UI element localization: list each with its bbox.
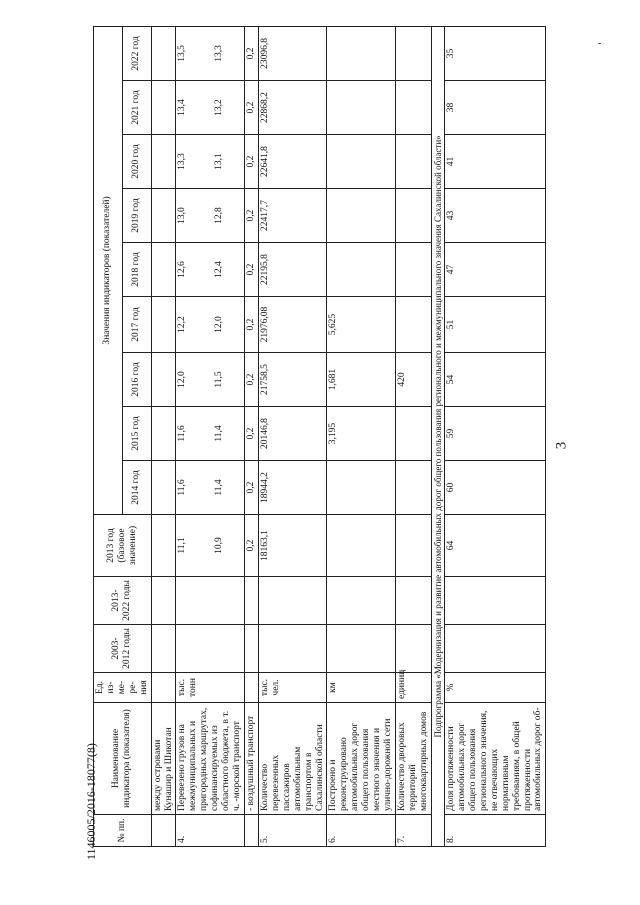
- col-header-period-1: 2003-2012 годы: [94, 625, 152, 673]
- cell-base: 0,2: [244, 515, 258, 577]
- cell-value: [176, 353, 245, 407]
- cell-p1: [176, 625, 245, 673]
- cell-value: [176, 297, 245, 353]
- cell-p2: [151, 577, 176, 625]
- cell-value: 3,195: [327, 407, 396, 461]
- cell-p2: [327, 577, 396, 625]
- cell-p1: [151, 625, 176, 673]
- cell-name: между островами Кунашир и Шикотан: [151, 703, 176, 815]
- table-row: [395, 26, 431, 846]
- cell-no: 5.: [258, 815, 327, 847]
- value-sea: 11,4: [214, 479, 225, 496]
- value-total: 12,6: [177, 261, 188, 278]
- cell-value: 23096,8: [258, 26, 327, 80]
- cell-value: 21758,5: [258, 353, 327, 407]
- cell-value: 22641,8: [258, 135, 327, 189]
- cell-value: [151, 81, 176, 135]
- document-id-text: 1146005/2016-18077(8): [84, 743, 98, 860]
- cell-value: 41: [445, 135, 546, 189]
- cell-value: 0,2: [244, 407, 258, 461]
- col-header-unit: Ед. из-ме-ре-ния: [94, 673, 152, 703]
- value-total: 11,6: [177, 425, 188, 442]
- cell-value: 420: [395, 353, 431, 407]
- cell-name: Доля протяженности автомобильных дорог общего пользования регионального значения, не отвечающих нормативным требованиям, в общей протяженности автомобильных дорог об-: [445, 703, 546, 815]
- cell-base: [395, 515, 431, 577]
- col-header-year: 2015 год: [122, 407, 151, 461]
- cell-value: [327, 26, 396, 80]
- value-total: 11,1: [177, 537, 188, 554]
- value-sea: 13,1: [214, 153, 225, 170]
- table-row: [151, 26, 176, 846]
- indicators-table-container: [93, 27, 551, 847]
- cell-value: [151, 243, 176, 297]
- cell-value: [395, 81, 431, 135]
- cell-value: [395, 243, 431, 297]
- cell-p2: [244, 577, 258, 625]
- subprogram-row: [431, 26, 444, 846]
- value-total: 13,0: [177, 207, 188, 224]
- cell-value: [176, 407, 245, 461]
- col-header-year: 2022 год: [122, 26, 151, 80]
- col-header-year: 2021 год: [122, 81, 151, 135]
- cell-value: [395, 407, 431, 461]
- cell-value: [395, 189, 431, 243]
- value-total: 13,4: [177, 99, 188, 116]
- cell-no: 8.: [445, 815, 546, 847]
- value-sea: 13,3: [214, 45, 225, 62]
- cell-value: [151, 297, 176, 353]
- cell-value: 22195,8: [258, 243, 327, 297]
- cell-value: [395, 135, 431, 189]
- cell-value: [176, 81, 245, 135]
- cell-unit: км: [327, 673, 396, 703]
- cell-value: [151, 189, 176, 243]
- cell-p1: [244, 625, 258, 673]
- cell-p1: [445, 625, 546, 673]
- cell-value: 1,681: [327, 353, 396, 407]
- cell-value: [327, 189, 396, 243]
- cell-base: 18163,1: [258, 515, 327, 577]
- cell-value: [151, 407, 176, 461]
- cell-unit: [244, 673, 258, 703]
- cell-value: [151, 353, 176, 407]
- cell-no: [244, 815, 258, 847]
- table-row: [244, 26, 258, 846]
- page-number: 3: [553, 441, 570, 450]
- value-sea: 11,5: [214, 371, 225, 388]
- cell-unit: тыс. тонн: [176, 673, 245, 703]
- col-header-period-2: 2013-2022 годы: [94, 577, 152, 625]
- value-sea: 12,8: [214, 207, 225, 224]
- cell-no: [151, 815, 176, 847]
- cell-value: 59: [445, 407, 546, 461]
- cell-value: [395, 26, 431, 80]
- value-sea: 12,0: [214, 316, 225, 333]
- value-sea: 13,2: [214, 99, 225, 116]
- cell-unit: тыс. чел.: [258, 673, 327, 703]
- cell-no: 7.: [395, 815, 431, 847]
- cell-value: [151, 461, 176, 515]
- value-sea: 11,4: [214, 425, 225, 442]
- cell-unit: единиц: [395, 673, 431, 703]
- cell-value: 0,2: [244, 297, 258, 353]
- value-sea: 12,4: [214, 261, 225, 278]
- cell-value: [151, 135, 176, 189]
- cell-value: 0,2: [244, 461, 258, 515]
- cell-value: [327, 81, 396, 135]
- cell-base: [327, 515, 396, 577]
- cell-value: [327, 243, 396, 297]
- cell-value: [176, 189, 245, 243]
- cell-name: - воздушный транспорт: [244, 703, 258, 815]
- col-header-year: 2014 год: [122, 461, 151, 515]
- cell-value: 0,2: [244, 243, 258, 297]
- value-total: 12,2: [177, 316, 188, 333]
- cell-value: 43: [445, 189, 546, 243]
- value-total: 13,5: [177, 45, 188, 62]
- col-header-base: 2013 год (базовое значение): [94, 515, 152, 577]
- cell-value: 60: [445, 461, 546, 515]
- indicators-table: [93, 26, 546, 847]
- cell-value: [176, 26, 245, 80]
- cell-value: [176, 243, 245, 297]
- col-header-no: № пп.: [94, 815, 152, 847]
- cell-value: 22417,7: [258, 189, 327, 243]
- table-row: [258, 26, 327, 846]
- cell-value: [151, 26, 176, 80]
- subprogram-title: Подпрограмма «Модернизация и развитие автомобильных дорог общего пользования регионального и межмуниципального значения Сахалинской области»: [431, 26, 444, 846]
- cell-name: Построено и реконструировано автомобильных дорог общего пользования местного значения и улично-дорожной сети: [327, 703, 396, 815]
- table-row: [327, 26, 396, 846]
- cell-value: 18944,2: [258, 461, 327, 515]
- cell-value: 54: [445, 353, 546, 407]
- cell-value: 21976,08: [258, 297, 327, 353]
- value-total: 13,3: [177, 153, 188, 170]
- cell-value: [327, 135, 396, 189]
- col-header-year: 2016 год: [122, 353, 151, 407]
- value-total: 12,0: [177, 371, 188, 388]
- cell-p1: [327, 625, 396, 673]
- cell-p1: [395, 625, 431, 673]
- cell-value: [176, 135, 245, 189]
- cell-no: 4.: [176, 815, 245, 847]
- col-header-year: 2018 год: [122, 243, 151, 297]
- cell-value: 0,2: [244, 135, 258, 189]
- table-row: [176, 26, 245, 846]
- col-header-year: 2017 год: [122, 297, 151, 353]
- cell-name: Перевезено грузов на межмуниципальных и пригородных маршрутах, софинансируемых из областного бюджета, в т. ч. -морской транспорт: [176, 703, 245, 815]
- cell-value: 0,2: [244, 81, 258, 135]
- cell-value: 0,2: [244, 189, 258, 243]
- cell-value: 38: [445, 81, 546, 135]
- cell-value: [176, 461, 245, 515]
- value-total: 11,6: [177, 479, 188, 496]
- cell-value: 22868,2: [258, 81, 327, 135]
- cell-name: Количество дворовых территорий многоквартирных домов: [395, 703, 431, 815]
- cell-value: 0,2: [244, 26, 258, 80]
- col-header-name: Наименование индикатора (показателя): [94, 703, 152, 815]
- cell-value: 51: [445, 297, 546, 353]
- cell-value: [395, 461, 431, 515]
- value-sea: 10,9: [214, 537, 225, 554]
- cell-p2: [445, 577, 546, 625]
- corner-mark: -: [598, 38, 602, 49]
- cell-p2: [395, 577, 431, 625]
- cell-value: 35: [445, 26, 546, 80]
- col-header-year: 2020 год: [122, 135, 151, 189]
- cell-base: 64: [445, 515, 546, 577]
- cell-no: 6.: [327, 815, 396, 847]
- cell-value: [395, 297, 431, 353]
- col-header-year: 2019 год: [122, 189, 151, 243]
- cell-p1: [258, 625, 327, 673]
- table-row: [445, 26, 546, 846]
- cell-value: [327, 461, 396, 515]
- cell-unit: %: [445, 673, 546, 703]
- cell-base: [176, 515, 245, 577]
- cell-p2: [258, 577, 327, 625]
- col-header-values-group: Значения индикаторов (показателей): [94, 26, 123, 514]
- cell-value: 47: [445, 243, 546, 297]
- cell-value: 20146,8: [258, 407, 327, 461]
- cell-value: 0,2: [244, 353, 258, 407]
- cell-value: 5,625: [327, 297, 396, 353]
- cell-unit: [151, 673, 176, 703]
- cell-base: [151, 515, 176, 577]
- cell-name: Количество перевезенных пассажиров автомобильным транспортом в Сахалинской области: [258, 703, 327, 815]
- cell-p2: [176, 577, 245, 625]
- header-row-1: [94, 26, 123, 846]
